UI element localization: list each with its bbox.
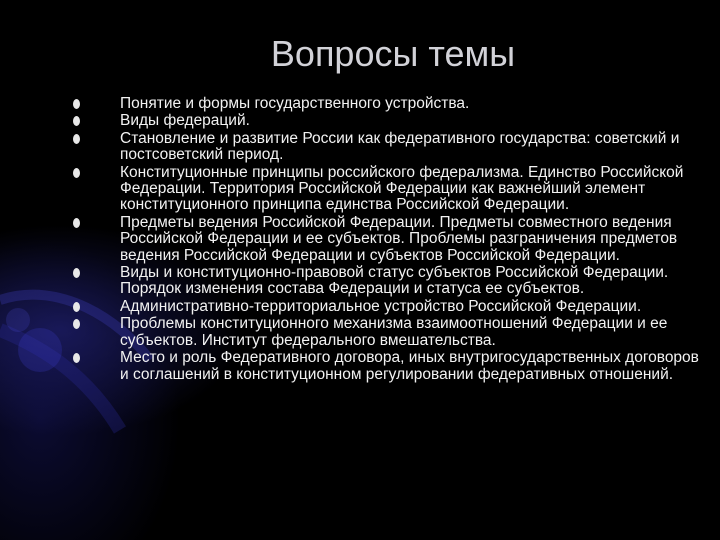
bullet-icon (73, 134, 80, 144)
list-item-text: Административно-территориальное устройство Российской Федерации. (120, 297, 642, 315)
slide-title: Вопросы темы (270, 33, 516, 75)
list-item (70, 350, 706, 383)
list-item-text: Становление и развитие России как федеративного государства: советский и постсоветский период. (120, 129, 680, 164)
list-item (70, 265, 706, 298)
list-item-text: Место и роль Федеративного договора, иных внутригосударственных договоров и соглашений в конституционном регулировании федеративных отношений. (120, 349, 699, 383)
list-item (70, 165, 706, 214)
list-item-text: Виды федераций. (120, 112, 250, 130)
list-item (70, 215, 706, 264)
bullet-icon (73, 99, 80, 109)
bullet-icon (73, 353, 80, 363)
bullet-icon (73, 319, 80, 329)
list-item (70, 316, 706, 349)
list-item-text: Предметы ведения Российской Федерации. Предметы совместного ведения Российской Федерации и ее субъектов. Проблемы разграничения предметов ведения Российской Федерации и субъектов Российской Федерации. (120, 213, 678, 264)
bullet-icon (73, 168, 80, 178)
list-item-text: Конституционные принципы российского федерализма. Единство Российской Федерации. Территория Российской Федерации как важнейший элемент конституционного принципа единства Российской Федерации. (120, 163, 684, 214)
bullet-icon (73, 218, 80, 228)
list-item (70, 96, 706, 112)
list-item-text: Виды и конституционно-правовой статус субъектов Российской Федерации. Порядок изменения состава Федерации и статуса ее субъектов. (120, 264, 669, 298)
list-item (70, 113, 706, 129)
list-item-text: Понятие и формы государственного устройства. (120, 95, 470, 112)
topic-list (70, 96, 706, 384)
bullet-icon (73, 302, 80, 312)
bullet-icon (73, 116, 80, 126)
list-item-text: Проблемы конституционного механизма взаимоотношений Федерации и ее субъектов. Институт федерального вмешательства. (120, 315, 668, 349)
list-item (70, 299, 706, 315)
list-item (70, 131, 706, 164)
bullet-icon (73, 268, 80, 278)
